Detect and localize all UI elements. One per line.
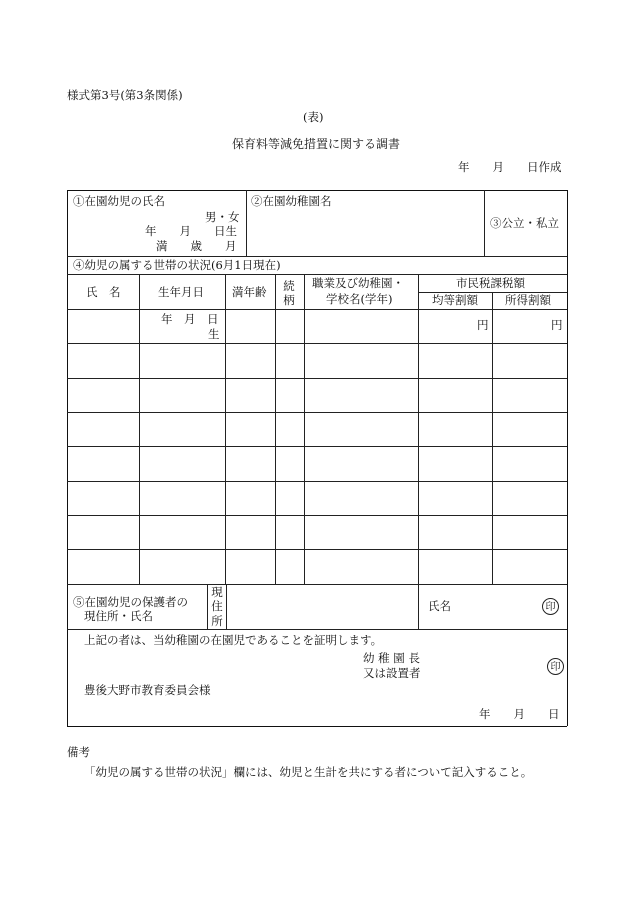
col-header-relation: 続柄 [283,279,295,308]
col-header-birthdate: 生年月日 [158,285,204,299]
col-header-tax: 市民税課税額 [456,276,525,290]
notes-heading: 備考 [67,745,90,759]
form-title: 保育料等減免措置に関する調書 [232,137,401,151]
guardian-seal-icon: 印 [542,598,559,615]
col-header-tax-income: 所得割額 [505,293,551,307]
principal-seal-icon: 印 [547,658,564,675]
guardian-label-line2: 現住所・氏名 [84,609,153,623]
certification-date: 年 月 日 [479,707,560,721]
col-header-job-line2: 学校名(学年) [326,292,393,306]
certification-statement: 上記の者は、当幼稚園の在園児であることを証明します。 [84,633,383,647]
guardian-name-label: 氏名 [428,599,451,613]
notes-text: 「幼児の属する世帯の状況」欄には、幼児と生計を共にする者について記入すること。 [84,765,533,779]
side-label: (表) [303,110,324,124]
col-header-age: 満年齢 [232,285,267,299]
age-field: 満 歳 月 [156,239,237,253]
household-status-label: ④幼児の属する世帯の状況(6月1日現在) [73,258,281,272]
birth-date-field: 年 月 日生 [145,224,237,238]
form-number: 様式第3号(第3条関係) [67,88,183,102]
col-header-tax-equal: 均等割額 [432,293,478,307]
school-type-field: ③公立・私立 [490,216,559,230]
col-header-job-line1: 職業及び幼稚園・ [312,276,404,290]
guardian-label-line1: ⑤在園幼児の保護者の [73,595,188,609]
child-name-label: ①在園幼児の氏名 [73,194,165,208]
row1-yen-income: 円 [551,318,563,332]
row1-birthdate-suffix: 生 [208,327,220,341]
row1-yen-equal: 円 [477,318,489,332]
signer-line2: 又は設置者 [363,666,421,680]
row1-birthdate-ymd: 年 月 日 [161,312,219,326]
signer-line1: 幼 稚 園 長 [363,651,420,665]
kindergarten-name-label: ②在園幼稚園名 [251,194,332,208]
col-header-name: 氏 名 [86,285,121,299]
gender-field: 男・女 [205,210,240,224]
created-date: 年 月 日作成 [458,160,562,174]
current-address-label: 現住所 [211,585,223,628]
addressee: 豊後大野市教育委員会様 [84,683,211,697]
